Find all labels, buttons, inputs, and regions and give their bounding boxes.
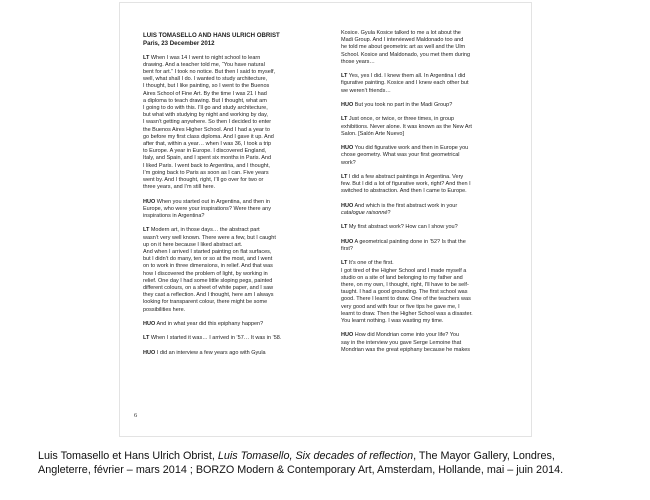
paragraph-text: When I was 14 I went to night school to learn drawing. And a teacher told me, “You have natural bent for art.” I took no notice. But then I said to myself, well, what shall I do. I wanted to study architecture, I thought, but I like painting, so I went to the Buenos Aires School of Fine Art. By the time I was 21 I had a diploma to teach drawing. But I thought, what am I going to do with this. I’ll go and study architecture, but what with studying by night and working by day, I wasn’t getting anywhere. So then I decided to enter the Buenos Aires Higher School. And I had a year to go before my first class diploma. And I gave it up. And after that, within a year… when I was 36, I took a trip to Europe. A year in Europe. I discovered England, Italy, and Spain, and I spent six months in Paris. And I liked Paris. I went back to Argentina, and I thought, I’m going back to Paris as soon as I can. Five years went by. And I thought, right, I’ll go over for two or three years, and I’m still here. xyxy=(143,54,276,191)
speaker-label: HUO xyxy=(341,332,354,339)
paragraph-text: A geometrical painting done in ’52? Is that the first? xyxy=(341,238,466,252)
speaker-label: HUO xyxy=(341,145,354,152)
interview-paragraph xyxy=(143,199,328,221)
paragraph-text: When I started it was… I arrived in ’57… It was in ’58. xyxy=(149,335,282,342)
interview-paragraph xyxy=(143,321,328,328)
interview-paragraph xyxy=(143,350,328,357)
paragraph-text: And which is the first abstract work in your xyxy=(354,202,458,209)
figure-caption xyxy=(38,450,638,477)
caption-text-1: Luis Tomasello et Hans Ulrich Obrist, xyxy=(38,450,218,462)
interview-paragraph xyxy=(341,174,526,196)
paragraph-italic-text: catalogue raisonné xyxy=(341,209,388,216)
speaker-label: LT xyxy=(143,54,150,61)
caption-line-2: Angleterre, février – mars 2014 ; BORZO Modern & Contemporary Art, Amsterdam, Hollande, mai – juin 2014. xyxy=(38,463,564,476)
paragraph-text: ? xyxy=(387,209,391,216)
speaker-label: LT xyxy=(341,260,348,267)
interview-paragraph xyxy=(341,224,526,231)
speaker-label: HUO xyxy=(341,102,354,108)
interview-paragraph xyxy=(341,260,526,325)
interview-paragraph xyxy=(143,55,328,192)
speaker-label: LT xyxy=(341,224,348,231)
interview-paragraph xyxy=(341,203,526,217)
interview-heading xyxy=(143,32,328,47)
caption-text-2: , The Mayor Gallery, Londres, xyxy=(413,450,555,462)
speaker-label: LT xyxy=(341,73,348,80)
paragraph-text: Modern art, in those days… the abstract part wasn’t very well known. There were a few, but I caught up on it here because I liked abstract art. And when I arrived I started painting on flat surfaces, but I didn’t do many, ten or so at the most, and I went on to work in three dimensions, in relief. And that was how I discovered the problem of light, by working in relief. One day I had some little sloping pegs, painted different colours, on a sheet of white paper, and I saw they cast a reflection. And I thought, here am I always looking for transparent colour, there might be some possibilities here. xyxy=(143,227,276,313)
heading-title: LUIS TOMASELLO AND HANS ULRICH OBRIST xyxy=(143,32,280,39)
interview-paragraph xyxy=(341,145,526,167)
paragraph-text: My first abstract work? How can I show you? xyxy=(347,224,458,231)
paragraph-text: I did a few abstract paintings in Argentina. Very few. But I did a lot of figurative work, right? And then I switched to abstraction. And then I came to Europe. xyxy=(341,173,471,195)
paragraph-text: Just once, or twice, or three times, in group exhibitions. Never alone. It was known as the New Art Salon. [Salón Arte Nuevo] xyxy=(341,116,472,137)
paragraph-text: You did figurative work and then in Europe you chose geometry. What was your first geometrical work? xyxy=(341,145,469,166)
speaker-label: LT xyxy=(143,227,150,234)
paragraph-text: But you took no part in the Madi Group? xyxy=(353,102,453,108)
paragraph-text: I did an interview a few years ago with Gyula xyxy=(155,349,266,356)
interview-paragraph xyxy=(341,116,526,138)
paragraph-text: Yes, yes I did. I knew them all. In Argentina I did figurative painting. Kosice and I knew each other but we weren’t friends… xyxy=(341,73,469,94)
paragraph-text: And in what year did this epiphany happen? xyxy=(155,320,264,327)
document-page xyxy=(119,2,532,437)
interview-paragraph xyxy=(341,73,526,95)
left-column xyxy=(143,32,328,364)
speaker-label: HUO xyxy=(143,320,156,327)
paragraph-text: When you started out in Argentina, and then in Europe, who were your inspirations? Were there any inspirations in Argentina? xyxy=(143,198,271,219)
speaker-label: HUO xyxy=(341,202,354,209)
interview-paragraph xyxy=(143,335,328,342)
right-column-paragraphs xyxy=(341,30,526,354)
interview-paragraph xyxy=(341,30,526,66)
interview-paragraph xyxy=(341,102,526,109)
interview-paragraph xyxy=(143,227,328,313)
speaker-label: HUO xyxy=(341,238,354,245)
heading-date: Paris, 23 December 2012 xyxy=(143,39,215,47)
speaker-label: HUO xyxy=(143,198,156,205)
speaker-label: LT xyxy=(341,116,348,123)
speaker-label: LT xyxy=(143,335,150,342)
page-number: 6 xyxy=(134,412,138,419)
left-column-paragraphs xyxy=(143,55,328,357)
right-column xyxy=(341,30,526,361)
paragraph-text: How did Mondrian come into your life? You say in the interview you gave Serge Lemoine that Mondrian was the great epiphany because he makes xyxy=(341,332,471,353)
paragraph-text: It’s one of the first. I got tired of the Higher School and I made myself a studio on a site of land belonging to my father and there, on my own, I thought, right, I’ll have to be self- taught. I had a good grounding. The first school was good. There I learnt to draw. One of the teachers was very good and with four or five tips he gave me, I learnt to draw. Then the Higher School was a disaster. You learnt nothing. I was wasting my time. xyxy=(341,260,473,324)
paragraph-text: Kosice. Gyula Kosice talked to me a lot about the Madi Group. And I interviewed Maldonado too and he told me about geometric art as well and the Ulm School. Kosice and Maldonado, you met them during those years… xyxy=(341,30,471,65)
caption-title: Luis Tomasello, Six decades of reflection xyxy=(217,450,414,462)
speaker-label: LT xyxy=(341,173,348,180)
interview-paragraph xyxy=(341,239,526,253)
interview-paragraph xyxy=(341,332,526,354)
speaker-label: HUO xyxy=(143,349,156,356)
